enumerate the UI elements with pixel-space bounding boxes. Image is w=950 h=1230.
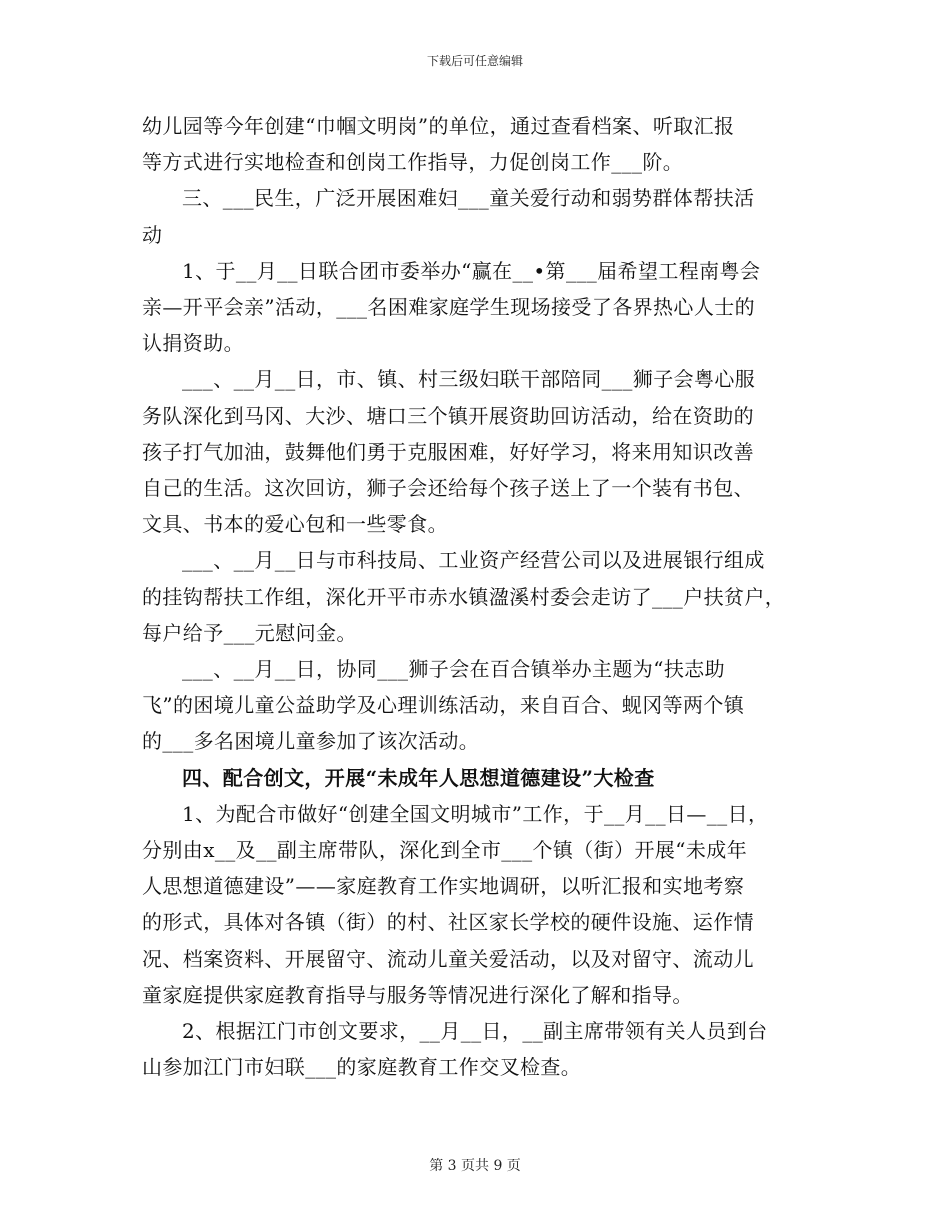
text-line: 1、于__月__日联合团市委举办“赢在__•第___届希望工程南粤会 [182, 258, 761, 283]
text-line: 文具、书本的爱心包和一些零食。 [142, 512, 448, 537]
text-line: 的挂钩帮扶工作组，深化开平市赤水镇溋溪村委会走访了___户扶贫户， [142, 584, 786, 609]
text-line: 幼儿园等今年创建“巾帼文明岗”的单位，通过查看档案、听取汇报 [142, 114, 735, 138]
text-line: 况、档案资料、开展留守、流动儿童关爱活动，以及对留守、流动儿 [142, 946, 754, 971]
paragraph [142, 108, 812, 180]
text-line: 四、配合创文，开展“未成年人思想道德建设”大检查 [182, 765, 655, 790]
text-line: 人思想道德建设”——家庭教育工作实地调研，以听汇报和实地考察 [142, 874, 745, 899]
paragraph [142, 361, 812, 542]
text-line: 童家庭提供家庭教育指导与服务等情况进行深化了解和指导。 [142, 982, 693, 1007]
text-line: 每户给予___元慰问金。 [142, 620, 357, 645]
text-line: ___、__月__日，协同___狮子会在百合镇举办主题为“扶志助 [182, 657, 726, 682]
text-line: 三、___民生，广泛开展困难妇___童关爱行动和弱势群体帮扶活 [182, 186, 755, 211]
text-line: 的形式，具体对各镇（街）的村、社区家长学校的硬件设施、运作情 [142, 910, 754, 935]
text-line: 分别由x__及__副主席带队，深化到全市___个镇（街）开展“未成年 [142, 838, 748, 863]
text-line: ___、__月__日，市、镇、村三级妇联干部陪同___狮子会粤心服 [182, 367, 756, 392]
text-line: 务队深化到马冈、大沙、塘口三个镇开展资助回访活动，给在资助的 [142, 403, 754, 428]
text-line: 2、根据江门市创文要求，__月__日，__副主席带领有关人员到台 [182, 1019, 768, 1044]
text-line: 自己的生活。这次回访，狮子会还给每个孩子送上了一个装有书包、 [142, 476, 754, 501]
section-heading [142, 760, 812, 796]
page-footer: 第 3 页共 9 页 [429, 1158, 521, 1174]
text-line: 认捐资助。 [142, 331, 244, 356]
text-line: 等方式进行实地检查和创岗工作指导，力促创岗工作___阶。 [142, 150, 684, 175]
paragraph [142, 253, 812, 362]
page-header: 下载后可任意编辑 [426, 54, 523, 68]
paragraph [142, 180, 812, 252]
document-body [142, 108, 812, 1085]
text-line: 1、为配合市做好“创建全国文明城市”工作，于__月__日—__日， [182, 801, 769, 826]
paragraph [142, 651, 812, 760]
text-line: 孩子打气加油，鼓舞他们勇于克服困难，好好学习，将来用知识改善 [142, 439, 754, 464]
paragraph [142, 542, 812, 651]
text-line: 亲—开平会亲”活动，___名困难家庭学生现场接受了各界热心人士的 [142, 295, 756, 320]
text-line: 动 [142, 222, 163, 247]
text-line: ___、__月__日与市科技局、工业资产经营公司以及进展银行组成 [182, 548, 765, 573]
text-line: 山参加江门市妇联___的家庭教育工作交叉检查。 [142, 1055, 582, 1080]
text-line: 的___多名困境儿童参加了该次活动。 [142, 729, 480, 754]
paragraph [142, 796, 812, 1013]
paragraph [142, 1013, 812, 1085]
text-line: 飞”的困境儿童公益助学及心理训练活动，来自百合、蚬冈等两个镇 [142, 693, 745, 718]
